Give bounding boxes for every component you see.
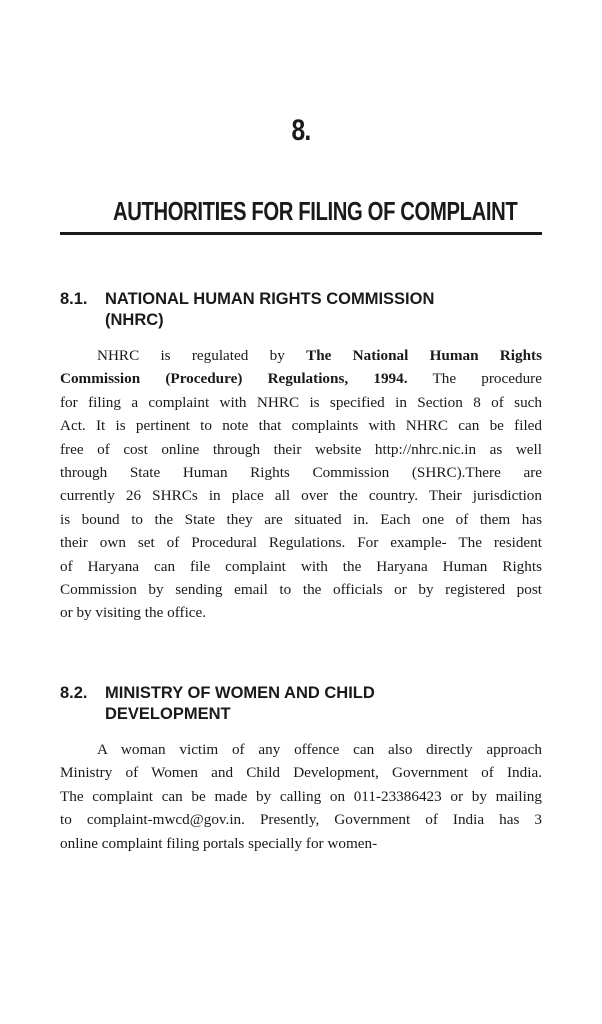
section-paragraph-8-2 [60, 738, 542, 855]
paragraph-line: currently 26 SHRCs in place all over the country. Their jurisdiction [60, 487, 542, 505]
section-paragraph-8-1 [60, 344, 542, 625]
paragraph-line: NHRC is regulated by The National Human Rights [97, 347, 542, 364]
section-heading-line: NATIONAL HUMAN RIGHTS COMMISSION [105, 290, 435, 308]
paragraph-line: to complaint-mwcd@gov.in. Presently, Government of India has 3 [60, 811, 542, 829]
paragraph-line: or by visiting the office. [60, 604, 207, 622]
act-name-bold: Commission (Procedure) Regulations, 1994. [60, 370, 408, 388]
paragraph-line: their own set of Procedural Regulations. For example- The resident [60, 534, 542, 552]
paragraph-line: online complaint filing portals specially for women- [60, 834, 378, 852]
title-underline [60, 232, 542, 235]
paragraph-line: Commission (Procedure) Regulations, 1994. The procedure [60, 370, 542, 388]
paragraph-line: Ministry of Women and Child Development, Government of India. [60, 764, 542, 782]
act-name-bold: The National Human Rights [306, 347, 542, 364]
section-heading-line: MINISTRY OF WOMEN AND CHILD [105, 684, 375, 702]
paragraph-line: is bound to the State they are situated in. Each one of them has [60, 510, 542, 528]
section-number: 8.1. [60, 290, 88, 308]
section-heading-line: (NHRC) [105, 311, 164, 329]
paragraph-line: through State Human Rights Commission (SHRC).There are [60, 464, 542, 482]
chapter-number: 8. [291, 114, 311, 147]
paragraph-line: Act. It is pertinent to note that complaints with NHRC can be filed [60, 417, 542, 435]
paragraph-line: Commission by sending email to the officials or by registered post [60, 581, 542, 599]
paragraph-line: of Haryana can file complaint with the Haryana Human Rights [60, 557, 542, 575]
paragraph-line: The complaint can be made by calling on 011-23386423 or by mailing [60, 787, 542, 805]
paragraph-line: free of cost online through their website http://nhrc.nic.in as well [60, 440, 542, 458]
paragraph-line: for filing a complaint with NHRC is specified in Section 8 of such [60, 393, 542, 411]
section-heading-8-2 [60, 683, 542, 725]
chapter-title: AUTHORITIES FOR FILING OF COMPLAINT [113, 196, 518, 226]
section-heading-8-1 [60, 289, 542, 331]
section-heading-line: DEVELOPMENT [105, 705, 231, 723]
paragraph-line: A woman victim of any offence can also directly approach [97, 741, 542, 758]
section-number: 8.2. [60, 684, 88, 702]
